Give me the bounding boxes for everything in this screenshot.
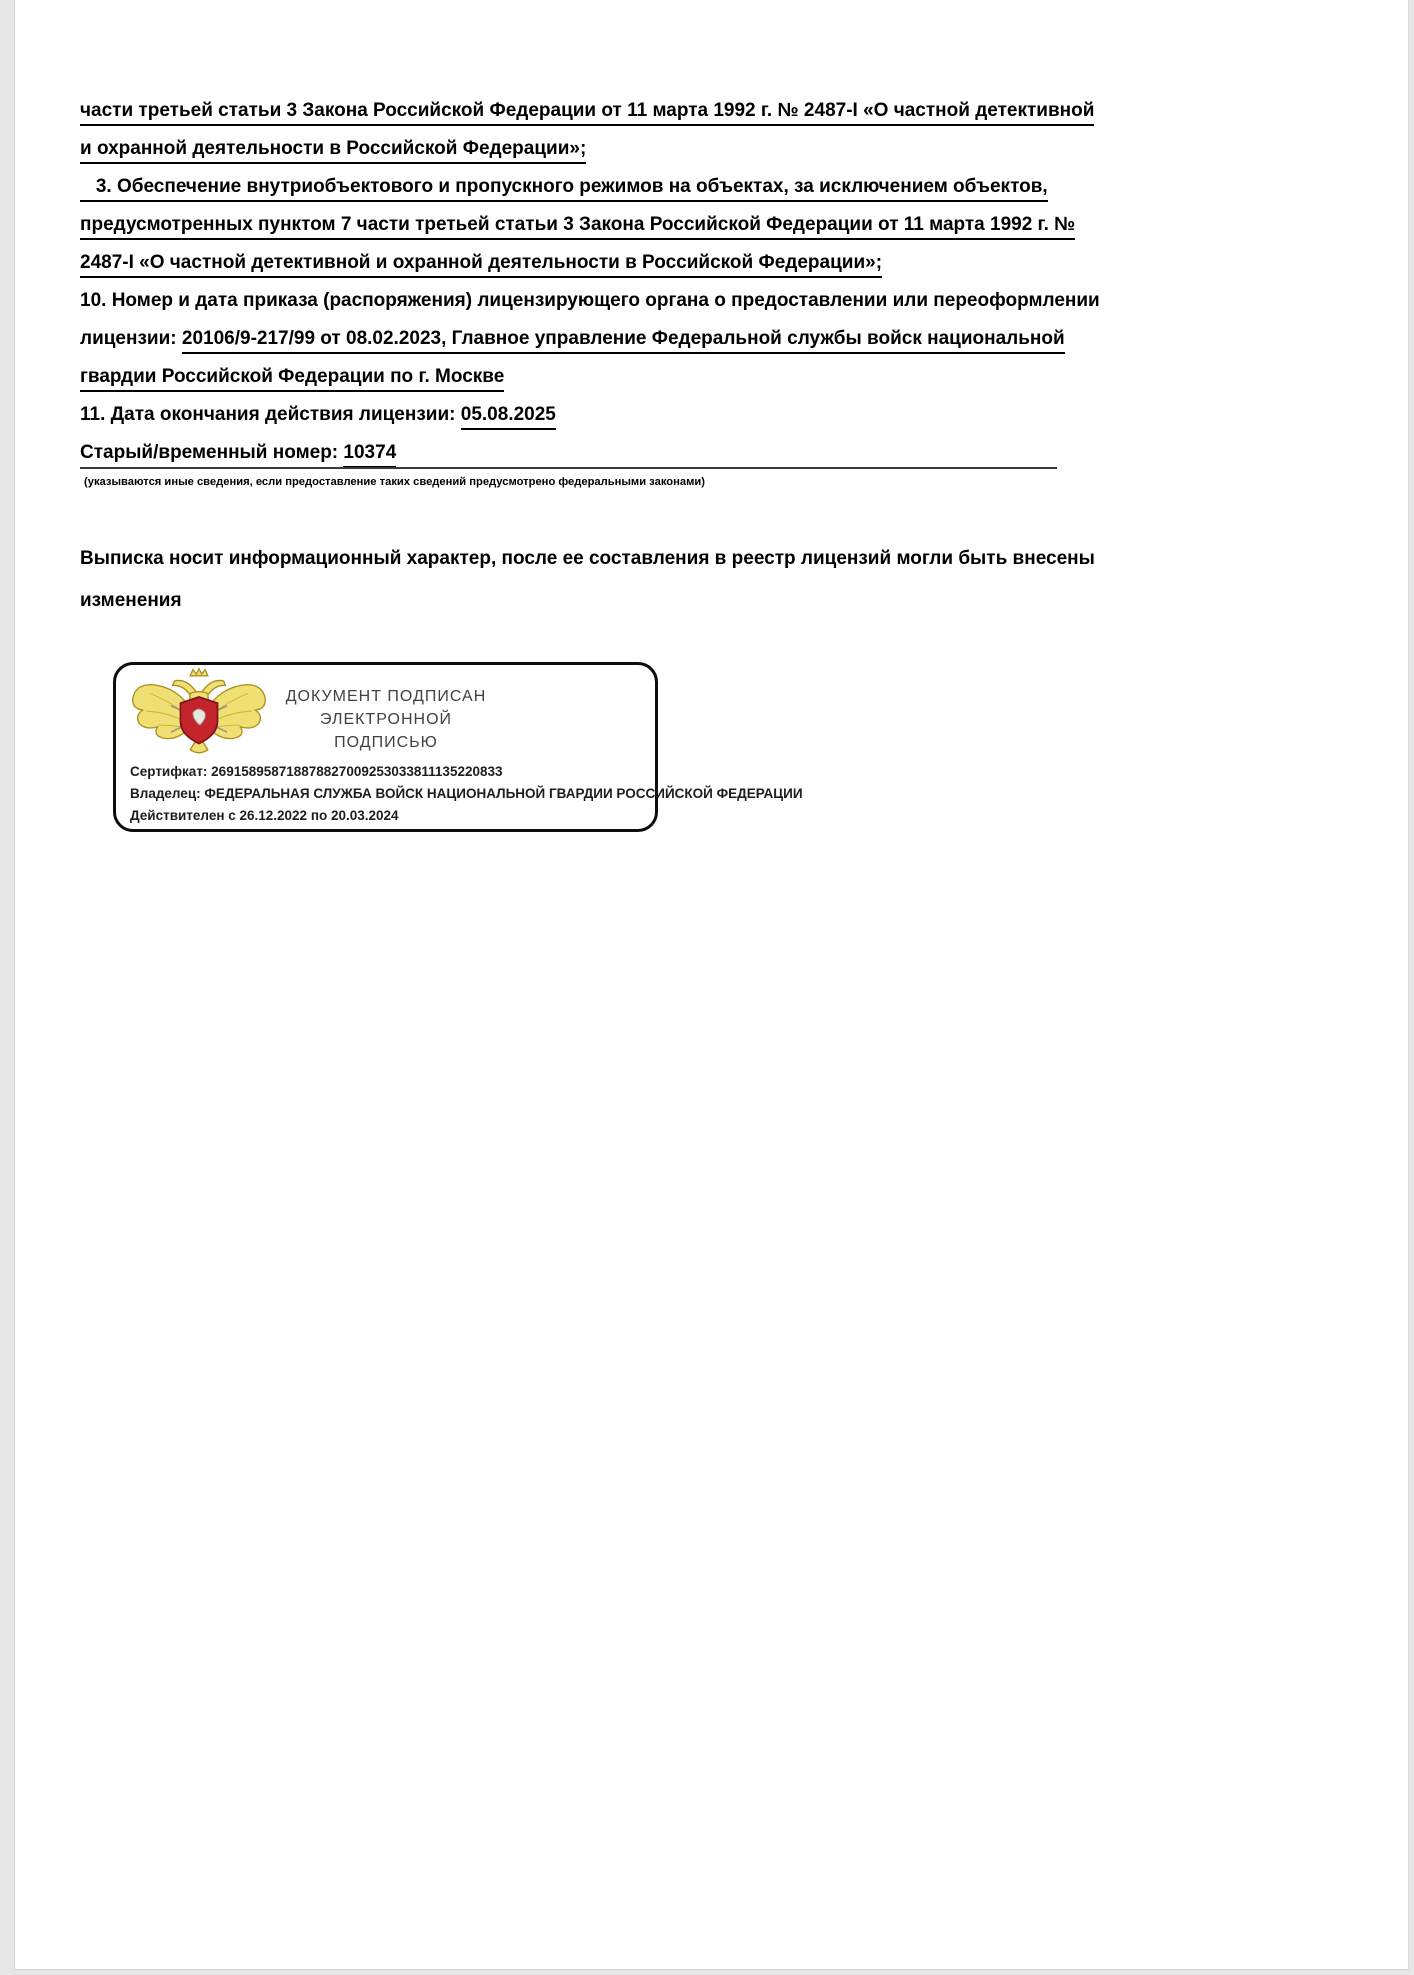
- stamp-title-line1: ДОКУМЕНТ ПОДПИСАН: [285, 688, 487, 705]
- license-text-line: [80, 130, 1057, 168]
- underlined-value: предусмотренных пунктом 7 части третьей статьи 3 Закона Российской Федерации от 11 марта 1992 г. №: [80, 213, 1075, 240]
- license-text-line: [80, 168, 1057, 206]
- license-text-line: [80, 320, 1065, 358]
- underlined-value: гвардии Российской Федерации по г. Москве: [80, 365, 504, 392]
- line-text: 10. Номер и дата приказа (распоряжения) лицензирующего органа о предоставлении или переоформлении: [80, 290, 1100, 311]
- disclaimer-paragraph: [80, 538, 1095, 622]
- underlined-value: 2487-I «О частной детективной и охранной деятельности в Российской Федерации»;: [80, 251, 882, 278]
- license-extract-content: [80, 92, 1100, 622]
- stamp-owner: Владелец: ФЕДЕРАЛЬНАЯ СЛУЖБА ВОЙСК НАЦИОНАЛЬНОЙ ГВАРДИИ РОССИЙСКОЙ ФЕДЕРАЦИИ: [130, 786, 803, 801]
- stamp-info: [130, 761, 803, 827]
- footnote: (указываются иные сведения, если предоставление таких сведений предусмотрено федеральными законами): [84, 476, 705, 488]
- line-text: лицензии:: [80, 328, 182, 349]
- stamp-validity: Действителен с 26.12.2022 по 20.03.2024: [130, 808, 399, 823]
- license-text-line: [80, 434, 1057, 472]
- stamp-title: [266, 685, 506, 754]
- disclaimer-line: изменения: [80, 590, 182, 611]
- license-text-line: [80, 282, 1100, 320]
- license-text-line: [80, 244, 1057, 282]
- electronic-signature-stamp: [113, 662, 803, 832]
- rosgvardia-eagle-emblem-icon: [124, 667, 274, 755]
- license-text-line: [80, 358, 1057, 396]
- license-text-line: [80, 396, 1057, 434]
- line-text: Старый/временный номер:: [80, 442, 344, 463]
- license-text-line: [80, 206, 1076, 244]
- underlined-value: 20106/9-217/99 от 08.02.2023, Главное управление Федеральной службы войск национальной: [182, 327, 1065, 354]
- page-right-edge: [1408, 0, 1414, 1975]
- stamp-certificate: Сертифкат: 269158958718878827009253033811135220833: [130, 764, 503, 779]
- license-text-block: [80, 92, 1100, 472]
- underlined-value: и охранной деятельности в Российской Федерации»;: [80, 137, 586, 164]
- page-bottom-edge: [14, 1969, 1409, 1975]
- stamp-title-line2: ЭЛЕКТРОННОЙ ПОДПИСЬЮ: [319, 711, 453, 751]
- page-left-edge: [0, 0, 15, 1975]
- line-text: 11. Дата окончания действия лицензии:: [80, 404, 461, 425]
- underlined-value: 3. Обеспечение внутриобъектового и пропускного режимов на объектах, за исключением объектов,: [80, 175, 1048, 202]
- underlined-value: 05.08.2025: [461, 403, 556, 430]
- underlined-value: части третьей статьи 3 Закона Российской Федерации от 11 марта 1992 г. № 2487-I «О частной детективной: [80, 99, 1094, 126]
- disclaimer-line: Выписка носит информационный характер, после ее составления в реестр лицензий могли быть внесены: [80, 548, 1095, 569]
- license-text-line: [80, 92, 1095, 130]
- underlined-value: 10374: [343, 441, 396, 468]
